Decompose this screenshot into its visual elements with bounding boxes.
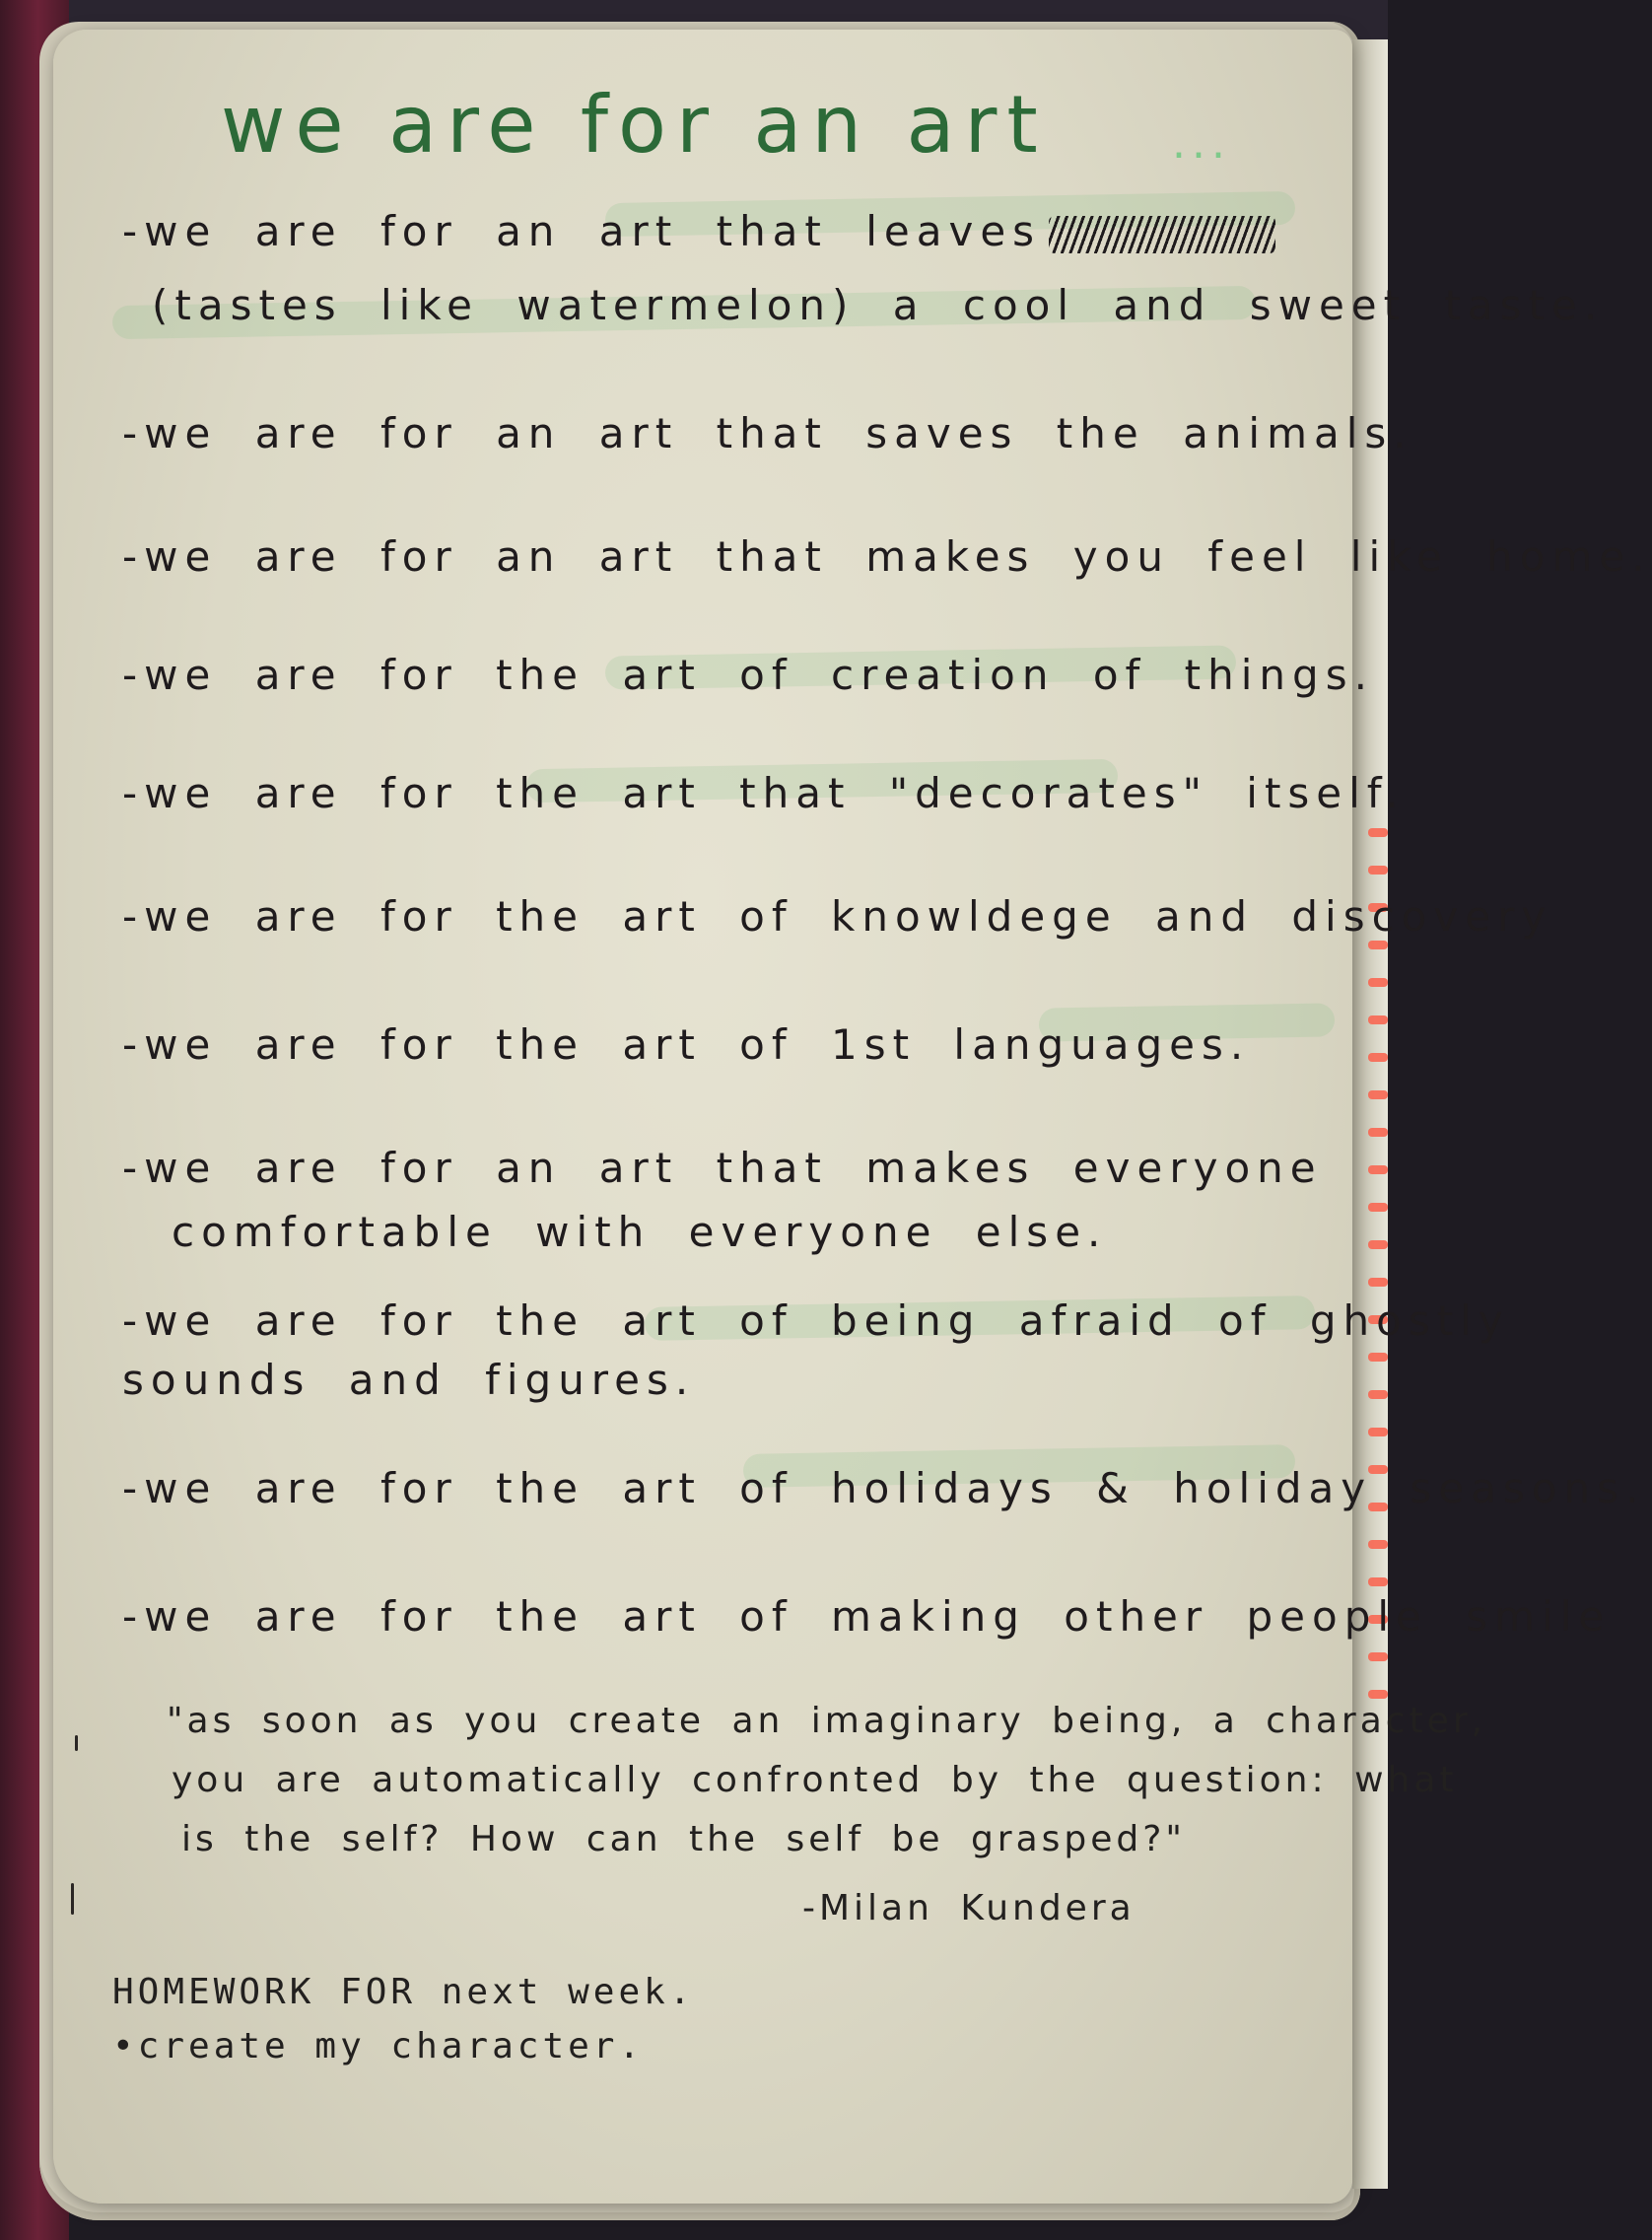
tab-mark bbox=[1368, 1690, 1388, 1699]
tab-mark bbox=[1368, 1652, 1388, 1661]
tab-mark bbox=[1368, 1428, 1388, 1436]
margin-mark bbox=[71, 1883, 74, 1915]
tab-mark bbox=[1368, 1128, 1388, 1137]
line-3: -we are for an art that saves the animals. bbox=[122, 409, 1413, 457]
tab-mark bbox=[1368, 866, 1388, 875]
line-1 bbox=[122, 207, 1394, 255]
line-1-text: -we are for an art that leaves bbox=[122, 207, 1042, 255]
tab-mark bbox=[1368, 1540, 1388, 1549]
margin-mark bbox=[75, 1735, 78, 1751]
line-5: -we are for the art of creation of things. bbox=[122, 651, 1374, 699]
line-6: -we are for the art that "decorates" itself. bbox=[122, 769, 1406, 817]
tab-mark bbox=[1368, 978, 1388, 987]
page-title: we are for an art bbox=[221, 79, 1048, 171]
line-14: -we are for the art of making other people smile bbox=[122, 1592, 1612, 1641]
line-4: -we are for an art that makes you feel like home. bbox=[122, 532, 1652, 581]
line-8: -we are for the art of 1st languages. bbox=[122, 1020, 1251, 1069]
quote-line-2: you are automatically confronted by the question: what bbox=[172, 1760, 1458, 1800]
quote-line-1: "as soon as you create an imaginary being, a character, bbox=[167, 1701, 1487, 1741]
line-7: -we are for the art of knowldege and discovery bbox=[122, 892, 1553, 941]
title-trail: ... bbox=[1172, 118, 1231, 169]
line-10: comfortable with everyone else. bbox=[172, 1208, 1108, 1256]
line-12: sounds and figures. bbox=[122, 1356, 696, 1404]
notebook-page bbox=[53, 30, 1652, 2204]
tab-mark bbox=[1368, 828, 1388, 837]
quote-line-3: is the self? How can the self be grasped?" bbox=[181, 1819, 1186, 1859]
line-11: -we are for the art of being afraid of ghostly bbox=[122, 1296, 1510, 1345]
tab-mark bbox=[1368, 1090, 1388, 1099]
line-9: -we are for an art that makes everyone bbox=[122, 1144, 1323, 1192]
homework-heading: HOMEWORK FOR next week. bbox=[112, 1972, 695, 2012]
tab-mark bbox=[1368, 1278, 1388, 1287]
line-13: -we are for the art of holidays & holiday seasons. bbox=[122, 1464, 1646, 1512]
homework-item: •create my character. bbox=[112, 2026, 645, 2066]
line-2: (tastes like watermelon) a cool and sweet taste. bbox=[152, 281, 1605, 329]
crossed-out-word bbox=[1049, 216, 1275, 253]
quote-author: -Milan Kundera bbox=[802, 1888, 1136, 1928]
tab-mark bbox=[1368, 941, 1388, 949]
tab-mark bbox=[1368, 1577, 1388, 1586]
